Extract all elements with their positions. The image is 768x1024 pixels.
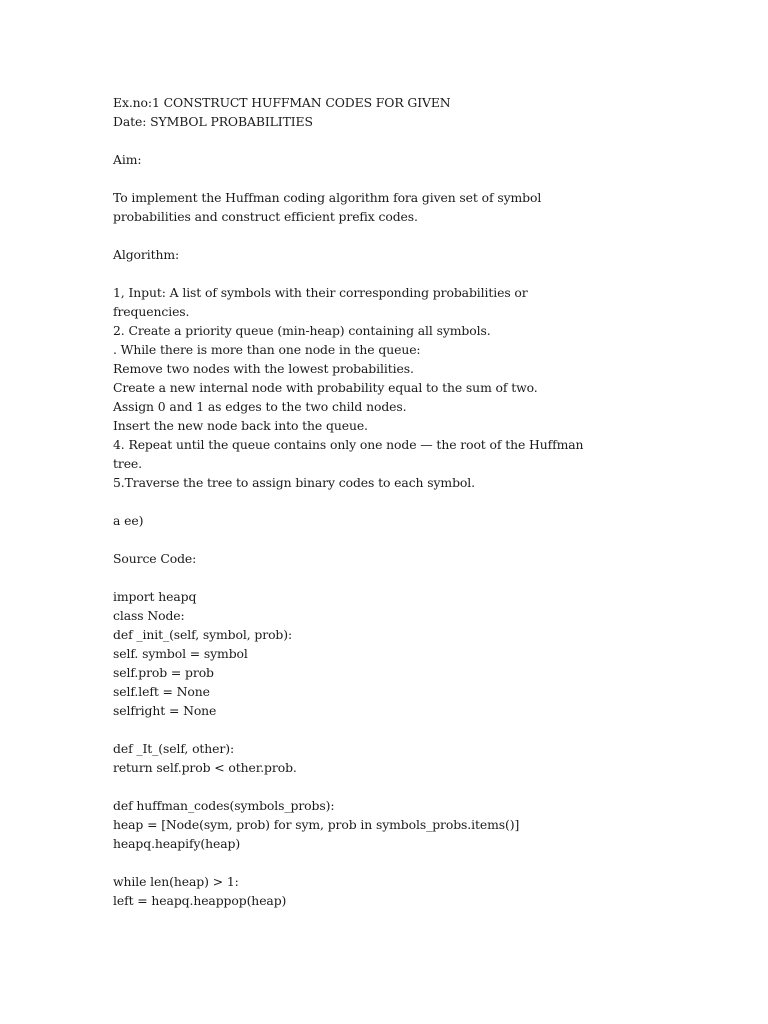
algorithm-line: 4. Repeat until the queue contains only one node — the root of the Huffman bbox=[113, 437, 584, 452]
aim-text-line: To implement the Huffman coding algorithm fora given set of symbol bbox=[113, 190, 542, 205]
code-line: self.left = None bbox=[113, 684, 210, 699]
blank-line bbox=[113, 169, 673, 188]
code-line: self.prob = prob bbox=[113, 665, 214, 680]
algorithm-line: Create a new internal node with probability equal to the sum of two. bbox=[113, 380, 538, 395]
blank-line bbox=[113, 226, 673, 245]
code-line: selfright = None bbox=[113, 703, 217, 718]
code-line: self. symbol = symbol bbox=[113, 646, 248, 661]
blank-line bbox=[113, 131, 673, 150]
source-code-heading: Source Code: bbox=[113, 551, 197, 566]
code-line: def _init_(self, symbol, prob): bbox=[113, 627, 293, 642]
aim-heading: Aim: bbox=[113, 152, 142, 167]
blank-line bbox=[113, 568, 673, 587]
blank-line bbox=[113, 777, 673, 796]
algorithm-line: Assign 0 and 1 as edges to the two child nodes. bbox=[113, 399, 407, 414]
code-line: def _It_(self, other): bbox=[113, 741, 235, 756]
algorithm-line: 2. Create a priority queue (min-heap) containing all symbols. bbox=[113, 323, 491, 338]
stray-text: a ee) bbox=[113, 513, 144, 528]
code-line: while len(heap) > 1: bbox=[113, 874, 239, 889]
code-line: heap = [Node(sym, prob) for sym, prob in symbols_probs.items()] bbox=[113, 817, 520, 832]
code-line: import heapq bbox=[113, 589, 197, 604]
blank-line bbox=[113, 530, 673, 549]
blank-line bbox=[113, 264, 673, 283]
document-body bbox=[113, 93, 673, 910]
algorithm-line: frequencies. bbox=[113, 304, 190, 319]
code-line: class Node: bbox=[113, 608, 185, 623]
exercise-title-line: Ex.no:1 CONSTRUCT HUFFMAN CODES FOR GIVEN bbox=[113, 95, 451, 110]
code-line: heapq.heapify(heap) bbox=[113, 836, 241, 851]
date-line: Date: SYMBOL PROBABILITIES bbox=[113, 114, 313, 129]
blank-line bbox=[113, 853, 673, 872]
algorithm-heading: Algorithm: bbox=[113, 247, 180, 262]
blank-line bbox=[113, 720, 673, 739]
blank-line bbox=[113, 492, 673, 511]
algorithm-line: tree. bbox=[113, 456, 143, 471]
algorithm-line: Remove two nodes with the lowest probabilities. bbox=[113, 361, 414, 376]
code-line: def huffman_codes(symbols_probs): bbox=[113, 798, 335, 813]
aim-text-line: probabilities and construct efficient prefix codes. bbox=[113, 209, 418, 224]
algorithm-line: . While there is more than one node in the queue: bbox=[113, 342, 421, 357]
algorithm-line: 5.Traverse the tree to assign binary codes to each symbol. bbox=[113, 475, 475, 490]
algorithm-line: 1, Input: A list of symbols with their corresponding probabilities or bbox=[113, 285, 528, 300]
code-line: return self.prob < other.prob. bbox=[113, 760, 297, 775]
algorithm-line: Insert the new node back into the queue. bbox=[113, 418, 368, 433]
code-line: left = heapq.heappop(heap) bbox=[113, 893, 287, 908]
